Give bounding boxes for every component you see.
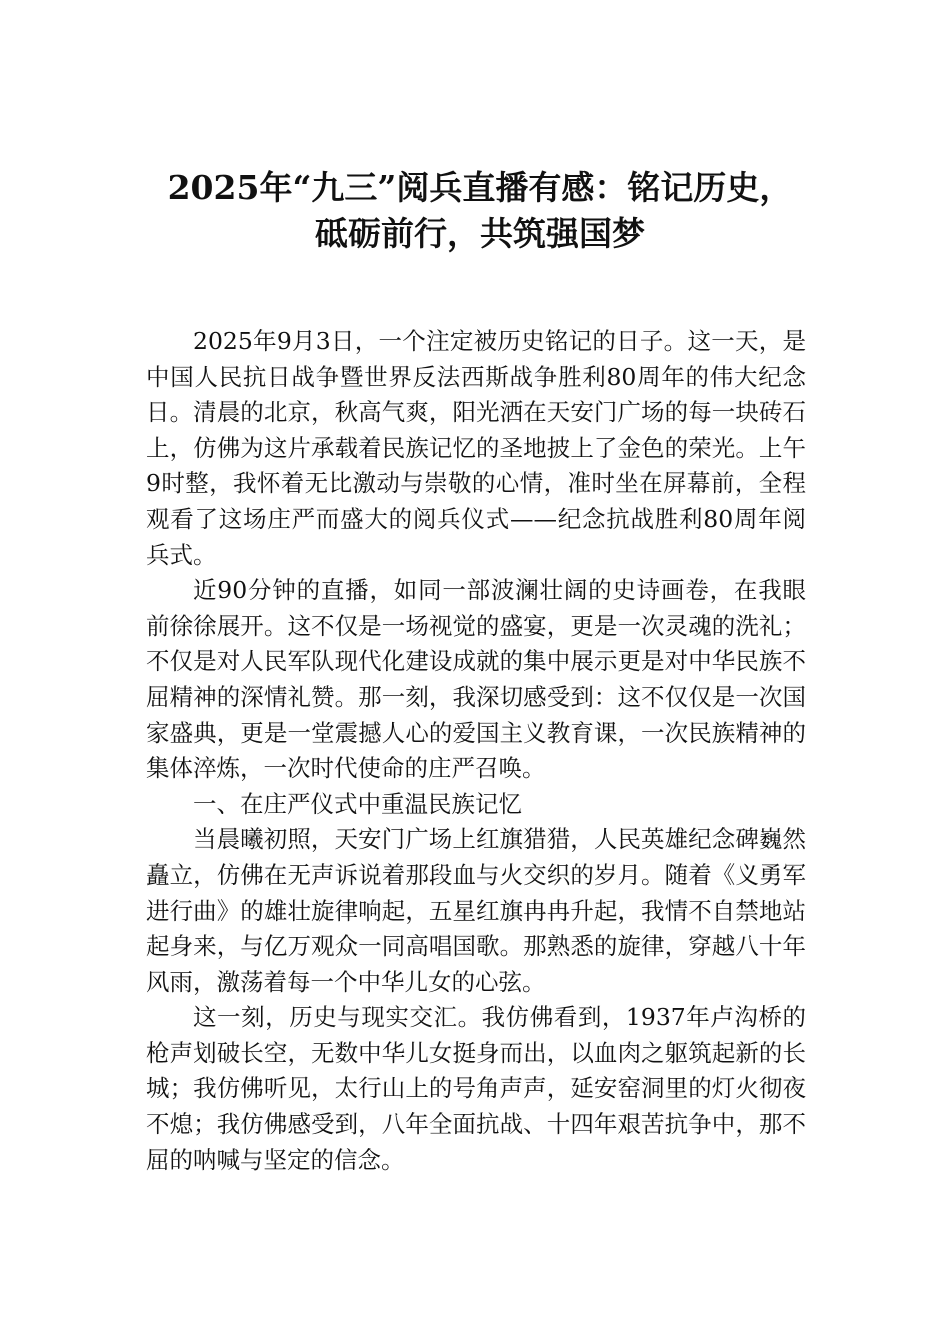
paragraph-intro: 2025年9月3日，一个注定被历史铭记的日子。这一天，是中国人民抗日战争暨世界反法西斯战争胜利80周年的伟大纪念日。清晨的北京，秋高气爽，阳光洒在天安门广场的每一块砖石上，仿佛为这片承载着民族记忆的圣地披上了金色的荣光。上午9时整，我怀着无比激动与崇敬的心情，准时坐在屏幕前，全程观看了这场庄严而盛大的阅兵仪式——纪念抗战胜利80周年阅兵式。 (146, 327, 806, 569)
paragraph-broadcast: 近90分钟的直播，如同一部波澜壮阔的史诗画卷，在我眼前徐徐展开。这不仅是一场视觉的盛宴，更是一次灵魂的洗礼；不仅是对人民军队现代化建设成就的集中展示更是对中华民族不屈精神的深情礼赞。那一刻，我深切感受到：这不仅仅是一次国家盛典，更是一堂震撼人心的爱国主义教育课，一次民族精神的集体淬炼，一次时代使命的庄严召唤。 (146, 576, 806, 783)
paragraph-history: 这一刻，历史与现实交汇。我仿佛看到，1937年卢沟桥的枪声划破长空，无数中华儿女挺身而出，以血肉之躯筑起新的长城；我仿佛听见，太行山上的号角声声，延安窑洞里的灯火彻夜不熄；我仿佛感受到，八年全面抗战、十四年艰苦抗争中，那不屈的呐喊与坚定的信念。 (146, 1003, 806, 1174)
section-heading: 一、在庄严仪式中重温民族记忆 (193, 789, 522, 818)
document-body (146, 324, 806, 1178)
paragraph-ceremony: 当晨曦初照，天安门广场上红旗猎猎，人民英雄纪念碑巍然矗立，仿佛在无声诉说着那段血与火交织的岁月。随着《义勇军进行曲》的雄壮旋律响起，五星红旗冉冉升起，我情不自禁地站起身来，与亿万观众一同高唱国歌。那熟悉的旋律，穿越八十年风雨，激荡着每一个中华儿女的心弦。 (146, 825, 806, 996)
document-title-line-2: 砥砺前行，共筑强国梦 (315, 214, 645, 253)
document-title-line-1: 2025年“九三”阅兵直播有感：铭记历史， (167, 168, 793, 207)
